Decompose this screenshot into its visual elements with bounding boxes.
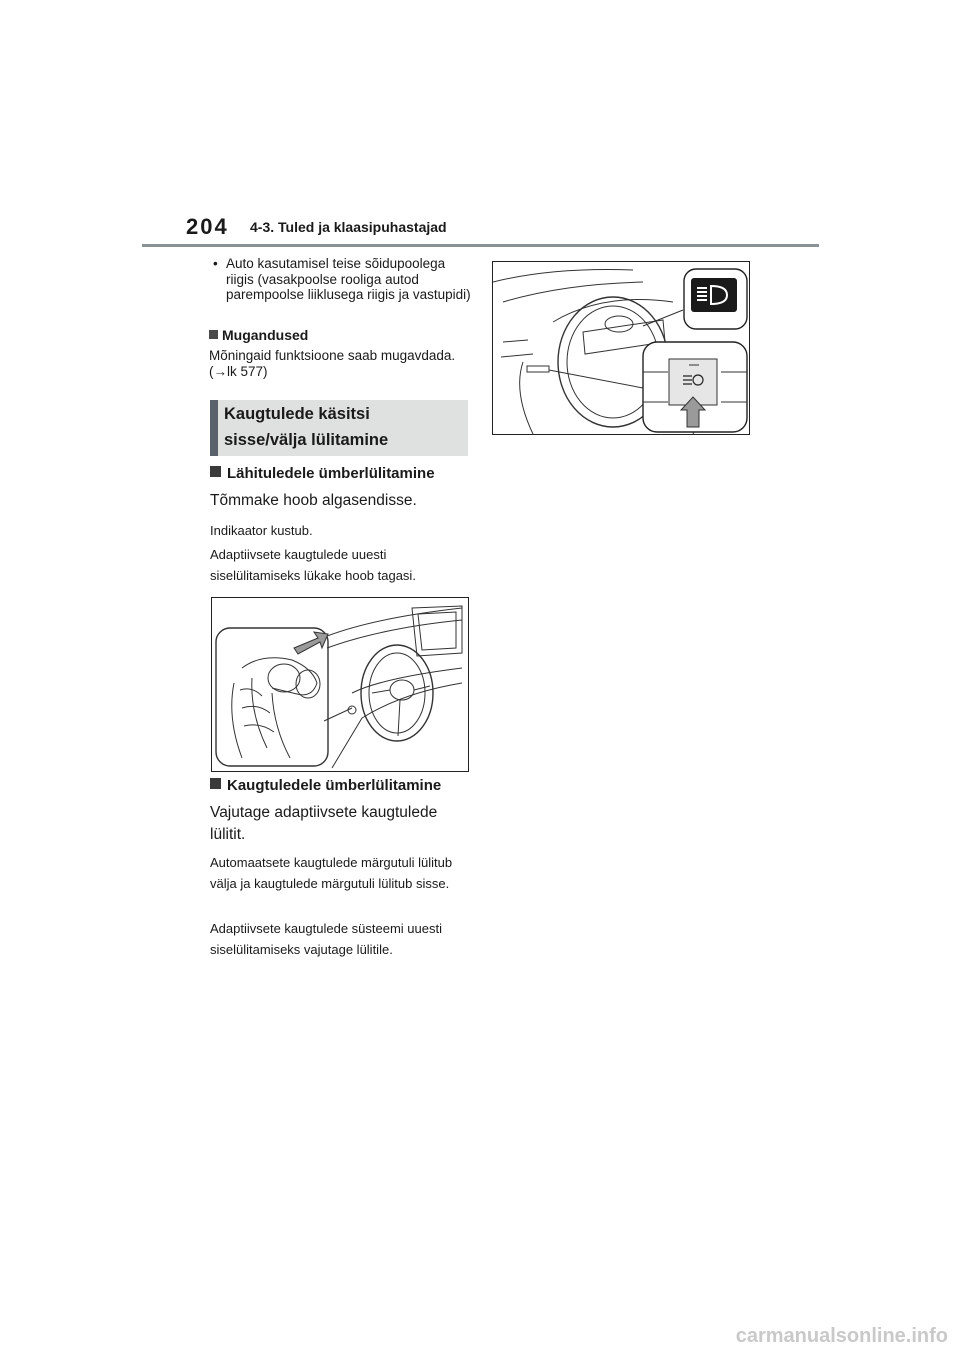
section-heading-text: Kaugtulede käsitsi sisse/välja lülitamine [224, 405, 389, 449]
bullet-item [213, 256, 473, 303]
customization-body: Mõningaid funktsioone saab mugavdada. (→lk 577) [209, 348, 456, 379]
low-beam-note-1: Indikaator kustub. [210, 523, 313, 538]
section-title: 4-3. Tuled ja klaasipuhastajad [250, 219, 447, 235]
high-beam-note-1: Automaatsete kaugtulede märgutuli lülitub välja ja kaugtulede märgutuli lülitub sisse. [210, 855, 453, 891]
lever-drawing [212, 598, 468, 771]
square-marker-icon [209, 330, 218, 339]
high-beam-instruction: Vajutage adaptiivsete kaugtulede lülitit. [210, 804, 438, 843]
section-heading-bar [210, 400, 218, 456]
header-rule [142, 244, 819, 247]
customization-heading: Mugandused [209, 327, 308, 343]
lever-illustration [211, 597, 469, 772]
switch-drawing [493, 262, 749, 434]
switch-illustration [492, 261, 750, 435]
low-beam-note-2: Adaptiivsete kaugtulede uuesti siselülitamiseks lükake hoob tagasi. [210, 547, 416, 583]
bullet-dot: • [213, 256, 218, 271]
bullet-text: Auto kasutamisel teise sõidupoolega riigis (vasakpoolse rooliga autod parempoolse liiklusega riigis ja vastupidi) [226, 256, 471, 302]
high-beam-note-2: Adaptiivsete kaugtulede süsteemi uuesti siselülitamiseks vajutage lülitile. [210, 921, 442, 957]
watermark-text: carmanualsonline.info [735, 1325, 948, 1347]
page-number: 204 [186, 214, 229, 239]
square-marker-icon [210, 466, 221, 477]
low-beam-heading: Lähituledele ümberlülitamine [210, 465, 435, 482]
square-marker-icon [210, 778, 221, 789]
low-beam-instruction: Tõmmake hoob algasendisse. [210, 492, 417, 509]
high-beam-heading: Kaugtuledele ümberlülitamine [210, 777, 441, 794]
section-heading-box [210, 400, 468, 456]
